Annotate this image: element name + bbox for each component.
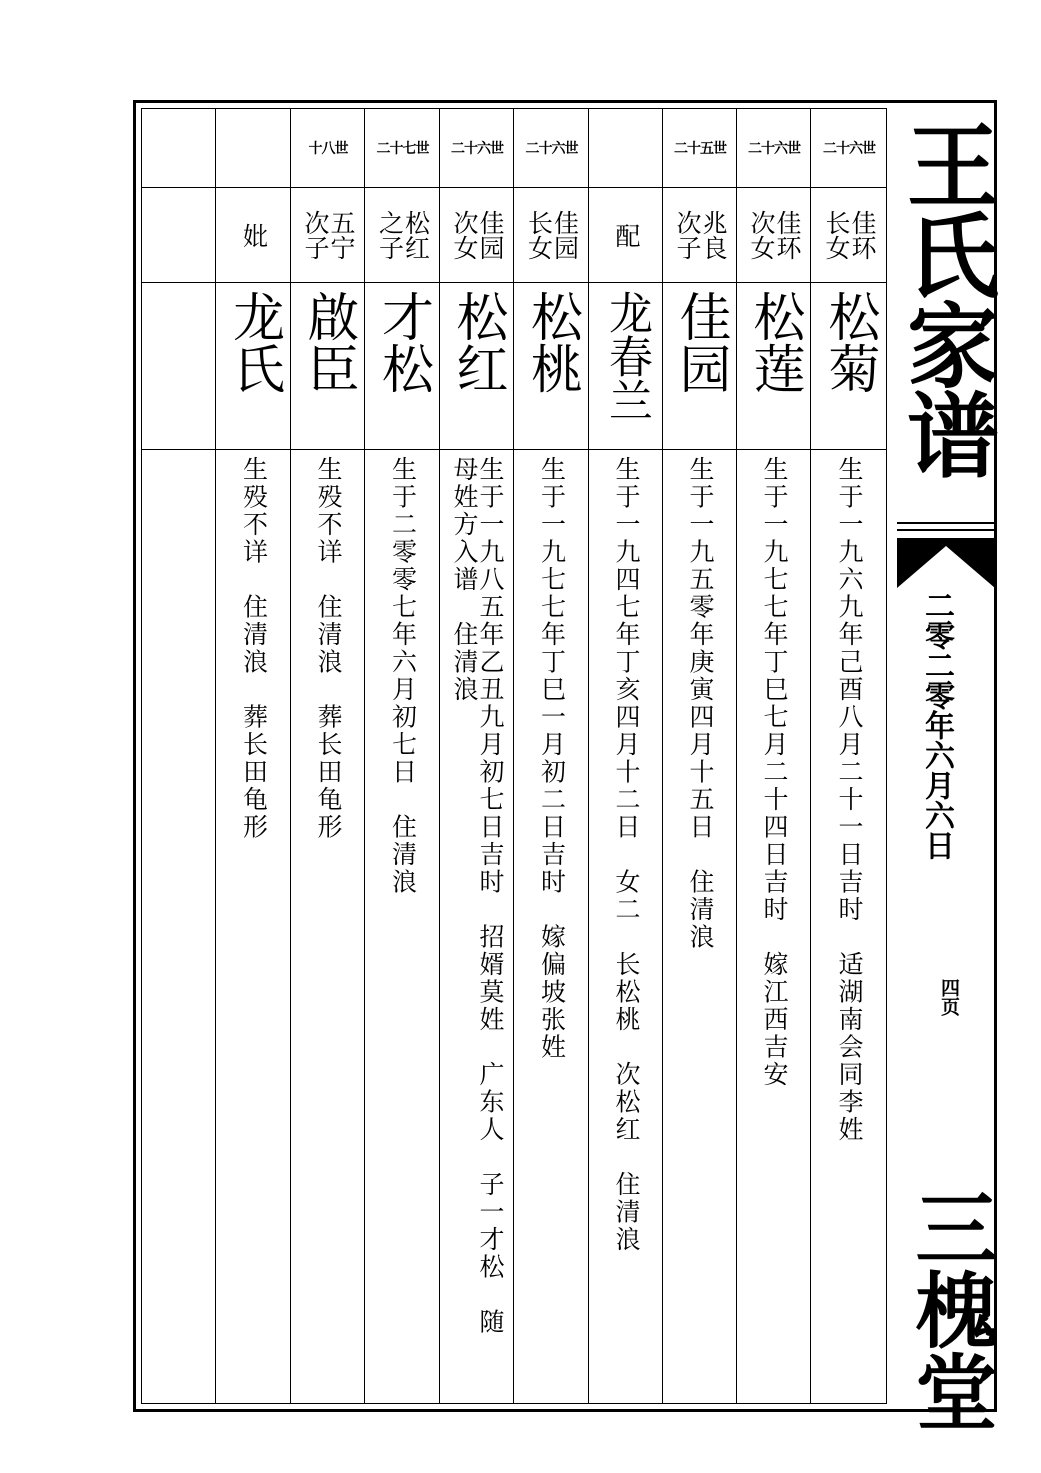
bio-cell xyxy=(292,456,364,1396)
relation-label: 五宁 次子 xyxy=(301,210,356,260)
name-cell xyxy=(292,290,364,446)
publication-date: 二零二零年六月六日 xyxy=(919,590,954,860)
person-name: 松桃 xyxy=(521,290,582,394)
bio-cell xyxy=(664,456,736,1396)
person-name: 龙春兰 xyxy=(601,290,652,422)
relation-label: 佳园 次女 xyxy=(450,210,505,260)
page-number: 四页 xyxy=(938,978,960,1016)
person-bio: 生于一九六九年己酉八月二十一日吉时 适湖南会同李姓 xyxy=(835,456,864,1144)
column-divider xyxy=(588,108,589,1404)
generation-label: 二十六世 xyxy=(823,141,875,157)
column-divider xyxy=(439,108,440,1404)
relation-label: 配 xyxy=(612,222,641,248)
column-divider xyxy=(810,108,811,1404)
bio-cell xyxy=(515,456,588,1396)
bio-cell xyxy=(812,456,886,1396)
person-bio: 生于一九七七年丁巳一月初二日吉时 嫁偏坡张姓 xyxy=(537,456,567,1061)
relation-cell xyxy=(515,192,588,278)
relation-label: 佳环 长女 xyxy=(822,210,877,260)
person-name: 才松 xyxy=(372,290,433,394)
person-bio: 生殁不详 住清浪 葬长田龟形 xyxy=(314,456,343,841)
person-bio: 生于一九五零年庚寅四月十五日 住清浪 xyxy=(686,456,715,951)
person-name: 龙氏 xyxy=(223,290,284,394)
title-rule xyxy=(897,522,994,524)
row-divider xyxy=(141,282,887,283)
person-bio: 生于一九四七年丁亥四月十二日 女二 长松桃 次松红 住清浪 xyxy=(612,456,641,1254)
generation-label: 二十六世 xyxy=(525,141,578,157)
relation-cell xyxy=(441,192,513,278)
column-divider xyxy=(364,108,365,1404)
column-divider xyxy=(513,108,514,1404)
name-cell xyxy=(441,290,513,446)
relation-label: 兆良 次子 xyxy=(673,210,728,260)
generation-label: 二十六世 xyxy=(748,141,800,157)
relation-label: 松红 之子 xyxy=(375,210,431,260)
row-divider xyxy=(141,187,887,188)
hall-name: 三槐堂 xyxy=(902,1186,998,1432)
name-cell xyxy=(217,290,290,446)
person-name: 佳园 xyxy=(670,290,730,394)
bio-cell xyxy=(143,456,215,1396)
person-name: 啟臣 xyxy=(298,290,358,394)
generation-label: 十八世 xyxy=(308,141,348,157)
relation-label: 佳园 长女 xyxy=(524,210,580,260)
name-cell xyxy=(812,290,886,446)
relation-cell xyxy=(366,192,439,278)
column-divider xyxy=(290,108,291,1404)
title-rule xyxy=(897,529,994,531)
relation-cell xyxy=(217,192,290,278)
name-cell xyxy=(515,290,588,446)
relation-label: 妣 xyxy=(239,222,269,248)
relation-cell xyxy=(812,192,886,278)
relation-cell xyxy=(590,192,662,278)
person-bio: 生于二零零七年六月初七日 住清浪 xyxy=(388,456,418,896)
person-name: 松莲 xyxy=(744,290,804,394)
bio-cell xyxy=(217,456,290,1396)
name-cell xyxy=(664,290,736,446)
generation-label: 二十五世 xyxy=(674,141,726,157)
name-cell xyxy=(366,290,439,446)
column-divider xyxy=(662,108,663,1404)
generation-label xyxy=(217,112,290,184)
column-divider xyxy=(736,108,737,1404)
person-name: 松菊 xyxy=(819,290,879,394)
bio-cell xyxy=(366,456,439,1396)
row-divider xyxy=(141,449,887,450)
generation-label xyxy=(590,112,662,184)
person-bio: 生于一九八五年乙丑九月初七日吉时 招婿莫姓 广东人 子一才松 随 母姓方入谱 住清浪 xyxy=(450,456,505,1336)
generation-label xyxy=(143,112,215,184)
relation-cell xyxy=(143,192,215,278)
genealogy-title: 王氏家谱 xyxy=(892,118,1000,478)
relation-label: 佳环 次女 xyxy=(747,210,802,260)
bio-cell xyxy=(738,456,810,1396)
relation-cell xyxy=(292,192,364,278)
person-bio: 生于一九七七年丁巳七月二十四日吉时 嫁江西吉安 xyxy=(760,456,789,1089)
relation-cell xyxy=(738,192,810,278)
generation-label: 二十六世 xyxy=(451,141,503,157)
person-bio: 生殁不详 住清浪 葬长田龟形 xyxy=(239,456,269,841)
column-divider xyxy=(215,108,216,1404)
name-cell xyxy=(590,290,662,446)
relation-cell xyxy=(664,192,736,278)
name-cell xyxy=(143,290,215,446)
bio-cell xyxy=(590,456,662,1396)
name-cell xyxy=(738,290,810,446)
generation-label: 二十七世 xyxy=(376,141,429,157)
chevron-ornament-icon xyxy=(897,538,995,588)
bio-cell xyxy=(441,456,513,1396)
person-name: 松红 xyxy=(447,290,507,394)
